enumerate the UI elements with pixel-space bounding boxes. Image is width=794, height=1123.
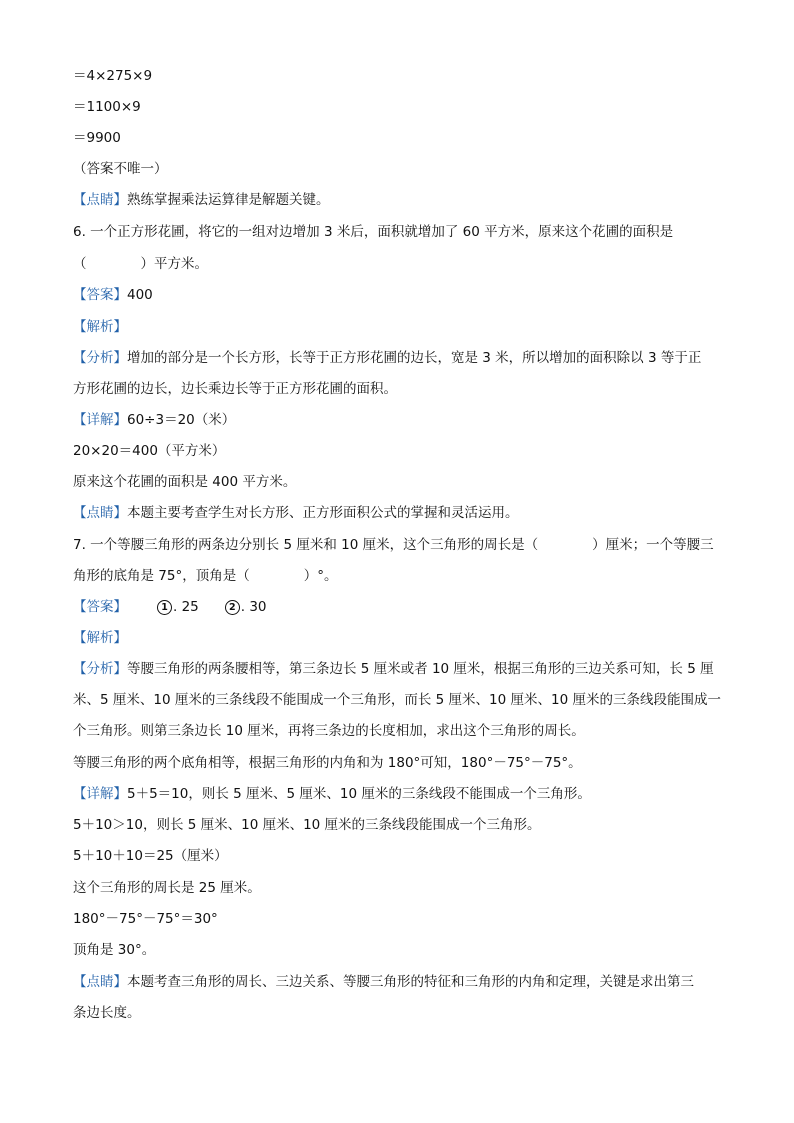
answer-7 bbox=[73, 597, 267, 617]
detail-7-line-1 bbox=[73, 784, 591, 804]
analysis-7-line-3: 个三角形。则第三条边长 10 厘米，再将三条边的长度相加，求出这个三角形的周长。 bbox=[73, 723, 585, 739]
question-7-line-2: 角形的底角是 75°，顶角是（ ）°。 bbox=[73, 568, 338, 584]
tip-tag: 【点睛】 bbox=[73, 192, 127, 208]
calc-line-1: ＝4×275×9 bbox=[73, 68, 153, 84]
question-6-line-1: 6. 一个正方形花圃，将它的一组对边增加 3 米后，面积就增加了 60 平方米，原来这个花圃的面积是 bbox=[73, 224, 674, 240]
circled-number-1-icon: 1 bbox=[157, 600, 172, 615]
detail-text: 5＋5＝10，则长 5 厘米、5 厘米、10 厘米的三条线段不能围成一个三角形。 bbox=[127, 786, 591, 802]
detail-tag: 【详解】 bbox=[73, 786, 127, 802]
detail-7-line-6: 顶角是 30°。 bbox=[73, 942, 156, 958]
analysis-6-line-1 bbox=[73, 348, 701, 368]
answer-6 bbox=[73, 285, 153, 305]
analysis-heading-6 bbox=[73, 317, 127, 337]
analysis-7-line-4: 等腰三角形的两个底角相等，根据三角形的内角和为 180°可知，180°－75°－75°。 bbox=[73, 755, 582, 771]
analysis-sub-tag: 【分析】 bbox=[73, 661, 127, 677]
tip-text: 本题主要考查学生对长方形、正方形面积公式的掌握和灵活运用。 bbox=[127, 505, 519, 521]
detail-6-line-3: 原来这个花圃的面积是 400 平方米。 bbox=[73, 474, 297, 490]
detail-tag: 【详解】 bbox=[73, 412, 127, 428]
answer-value-1: . 25 bbox=[173, 599, 199, 615]
detail-7-line-2: 5＋10＞10，则长 5 厘米、10 厘米、10 厘米的三条线段能围成一个三角形。 bbox=[73, 817, 541, 833]
note-not-unique: （答案不唯一） bbox=[73, 161, 168, 177]
calc-line-3: ＝9900 bbox=[73, 130, 121, 146]
analysis-tag: 【解析】 bbox=[73, 630, 127, 646]
tip-tag: 【点睛】 bbox=[73, 974, 127, 990]
tip-section-7-line-2: 条边长度。 bbox=[73, 1005, 141, 1021]
tip-text: 熟练掌握乘法运算律是解题关键。 bbox=[127, 192, 330, 208]
analysis-heading-7 bbox=[73, 628, 127, 648]
detail-7-line-3: 5＋10＋10＝25（厘米） bbox=[73, 848, 228, 864]
detail-text: 60÷3＝20（米） bbox=[127, 412, 236, 428]
detail-7-line-4: 这个三角形的周长是 25 厘米。 bbox=[73, 880, 261, 896]
detail-6-line-1 bbox=[73, 410, 235, 430]
question-6-line-2: （ ）平方米。 bbox=[73, 256, 208, 272]
answer-tag: 【答案】 bbox=[73, 599, 127, 615]
answer-tag: 【答案】 bbox=[73, 287, 127, 303]
analysis-sub-tag: 【分析】 bbox=[73, 350, 127, 366]
tip-tag: 【点睛】 bbox=[73, 505, 127, 521]
analysis-6-line-2: 方形花圃的边长，边长乘边长等于正方形花圃的面积。 bbox=[73, 381, 397, 397]
detail-7-line-5: 180°－75°－75°＝30° bbox=[73, 911, 218, 927]
circled-number-2-icon: 2 bbox=[225, 600, 240, 615]
analysis-7-line-1 bbox=[73, 659, 714, 679]
question-7-line-1: 7. 一个等腰三角形的两条边分别长 5 厘米和 10 厘米，这个三角形的周长是（ ）厘米；一个等腰三 bbox=[73, 537, 714, 553]
analysis-7-line-2: 米、5 厘米、10 厘米的三条线段不能围成一个三角形，而长 5 厘米、10 厘米、10 厘米的三条线段能围成一 bbox=[73, 692, 721, 708]
analysis-tag: 【解析】 bbox=[73, 319, 127, 335]
detail-6-line-2: 20×20＝400（平方米） bbox=[73, 443, 226, 459]
answer-value: 400 bbox=[127, 287, 153, 303]
tip-section-5 bbox=[73, 190, 330, 210]
tip-section-6 bbox=[73, 503, 519, 523]
tip-section-7-line-1 bbox=[73, 972, 694, 992]
analysis-text: 等腰三角形的两条腰相等，第三条边长 5 厘米或者 10 厘米，根据三角形的三边关系可知，长 5 厘 bbox=[127, 661, 714, 677]
answer-value-2: . 30 bbox=[240, 599, 267, 615]
calc-line-2: ＝1100×9 bbox=[73, 99, 141, 115]
analysis-text: 增加的部分是一个长方形，长等于正方形花圃的边长，宽是 3 米，所以增加的面积除以 3 等于正 bbox=[127, 350, 702, 366]
tip-text: 本题考查三角形的周长、三边关系、等腰三角形的特征和三角形的内角和定理，关键是求出第三 bbox=[127, 974, 694, 990]
